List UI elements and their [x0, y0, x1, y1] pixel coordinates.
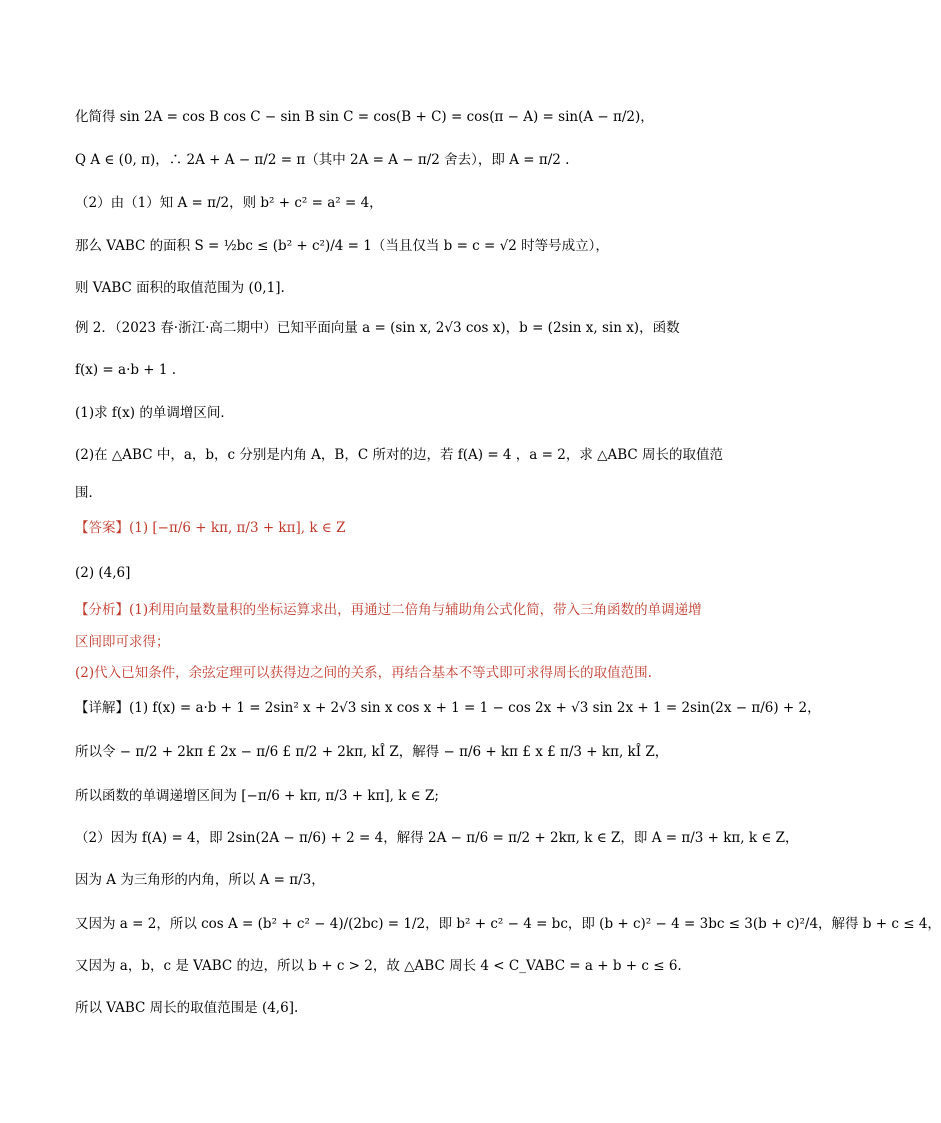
example-heading-line: 例 2．（2023 春·浙江·高二期中）已知平面向量 a = (sin x, 2√3 cos x)，b = (2sin x, sin x)，函数 [75, 320, 680, 336]
question-2-cont: 围． [75, 485, 102, 501]
text-line: 又因为 a，b，c 是 VABC 的边，所以 b + c > 2，故 △ABC 周长 4 < C_VABC = a + b + c ≤ 6. [75, 958, 682, 974]
text-line: 化简得 sin 2A = cos B cos C − sin B sin C = cos(B + C) = cos(π − A) = sin(A − π/2)， [75, 109, 654, 125]
analysis-line-2: (2)代入已知条件，余弦定理可以获得边之间的关系，再结合基本不等式即可求得周长的取值范围. [75, 665, 652, 681]
text-line: Q A ∈ (0, π)，∴ 2A + A − π/2 = π（其中 2A = A − π/2 舍去），即 A = π/2 . [75, 152, 570, 168]
text-line: 所以函数的单调递增区间为 [−π/6 + kπ, π/3 + kπ], k ∈ Z; [75, 788, 439, 804]
text-line: 则 VABC 面积的取值范围为 (0,1]. [75, 280, 285, 296]
text-line: 因为 A 为三角形的内角，所以 A = π/3， [75, 872, 325, 888]
analysis-line: 【分析】(1)利用向量数量积的坐标运算求出，再通过二倍角与辅助角公式化简，带入三角函数的单调递增 [75, 602, 702, 618]
detail-line: 【详解】(1) f(x) = a·b + 1 = 2sin² x + 2√3 sin x cos x + 1 = 1 − cos 2x + √3 sin 2x + 1 = 2sin(2x − π/6) + 2， [75, 700, 821, 716]
text-line: （2）因为 f(A) = 4，即 2sin(2A − π/6) + 2 = 4，解得 2A − π/6 = π/2 + 2kπ, k ∈ Z，即 A = π/3 + kπ, k ∈ Z， [75, 830, 799, 846]
text-line: （2）由（1）知 A = π/2，则 b² + c² = a² = 4， [75, 195, 383, 211]
answer-line: 【答案】(1) [−π/6 + kπ, π/3 + kπ], k ∈ Z [75, 520, 346, 536]
text-line: 那么 VABC 的面积 S = ½bc ≤ (b² + c²)/4 = 1（当且仅当 b = c = √2 时等号成立）， [75, 238, 609, 254]
text-line: f(x) = a·b + 1 . [75, 362, 177, 378]
text-line: 又因为 a = 2，所以 cos A = (b² + c² − 4)/(2bc) = 1/2，即 b² + c² − 4 = bc，即 (b + c)² − 4 = 3bc ≤ 3(b + c)²/4，解得 b + c ≤ 4， [75, 916, 941, 932]
analysis-line-cont: 区间即可求得； [75, 634, 170, 650]
question-1: (1)求 f(x) 的单调增区间． [75, 405, 234, 421]
text-line: 所以令 − π/2 + 2kπ £ 2x − π/6 £ π/2 + 2kπ, kÎ Z，解得 − π/6 + kπ £ x £ π/3 + kπ, kÎ Z， [75, 744, 669, 760]
question-2: (2)在 △ABC 中，a，b，c 分别是内角 A，B，C 所对的边，若 f(A) = 4 ，a = 2，求 △ABC 周长的取值范 [75, 447, 724, 463]
answer-line-2: (2) (4,6] [75, 565, 131, 581]
text-line: 所以 VABC 周长的取值范围是 (4,6]. [75, 1000, 299, 1016]
